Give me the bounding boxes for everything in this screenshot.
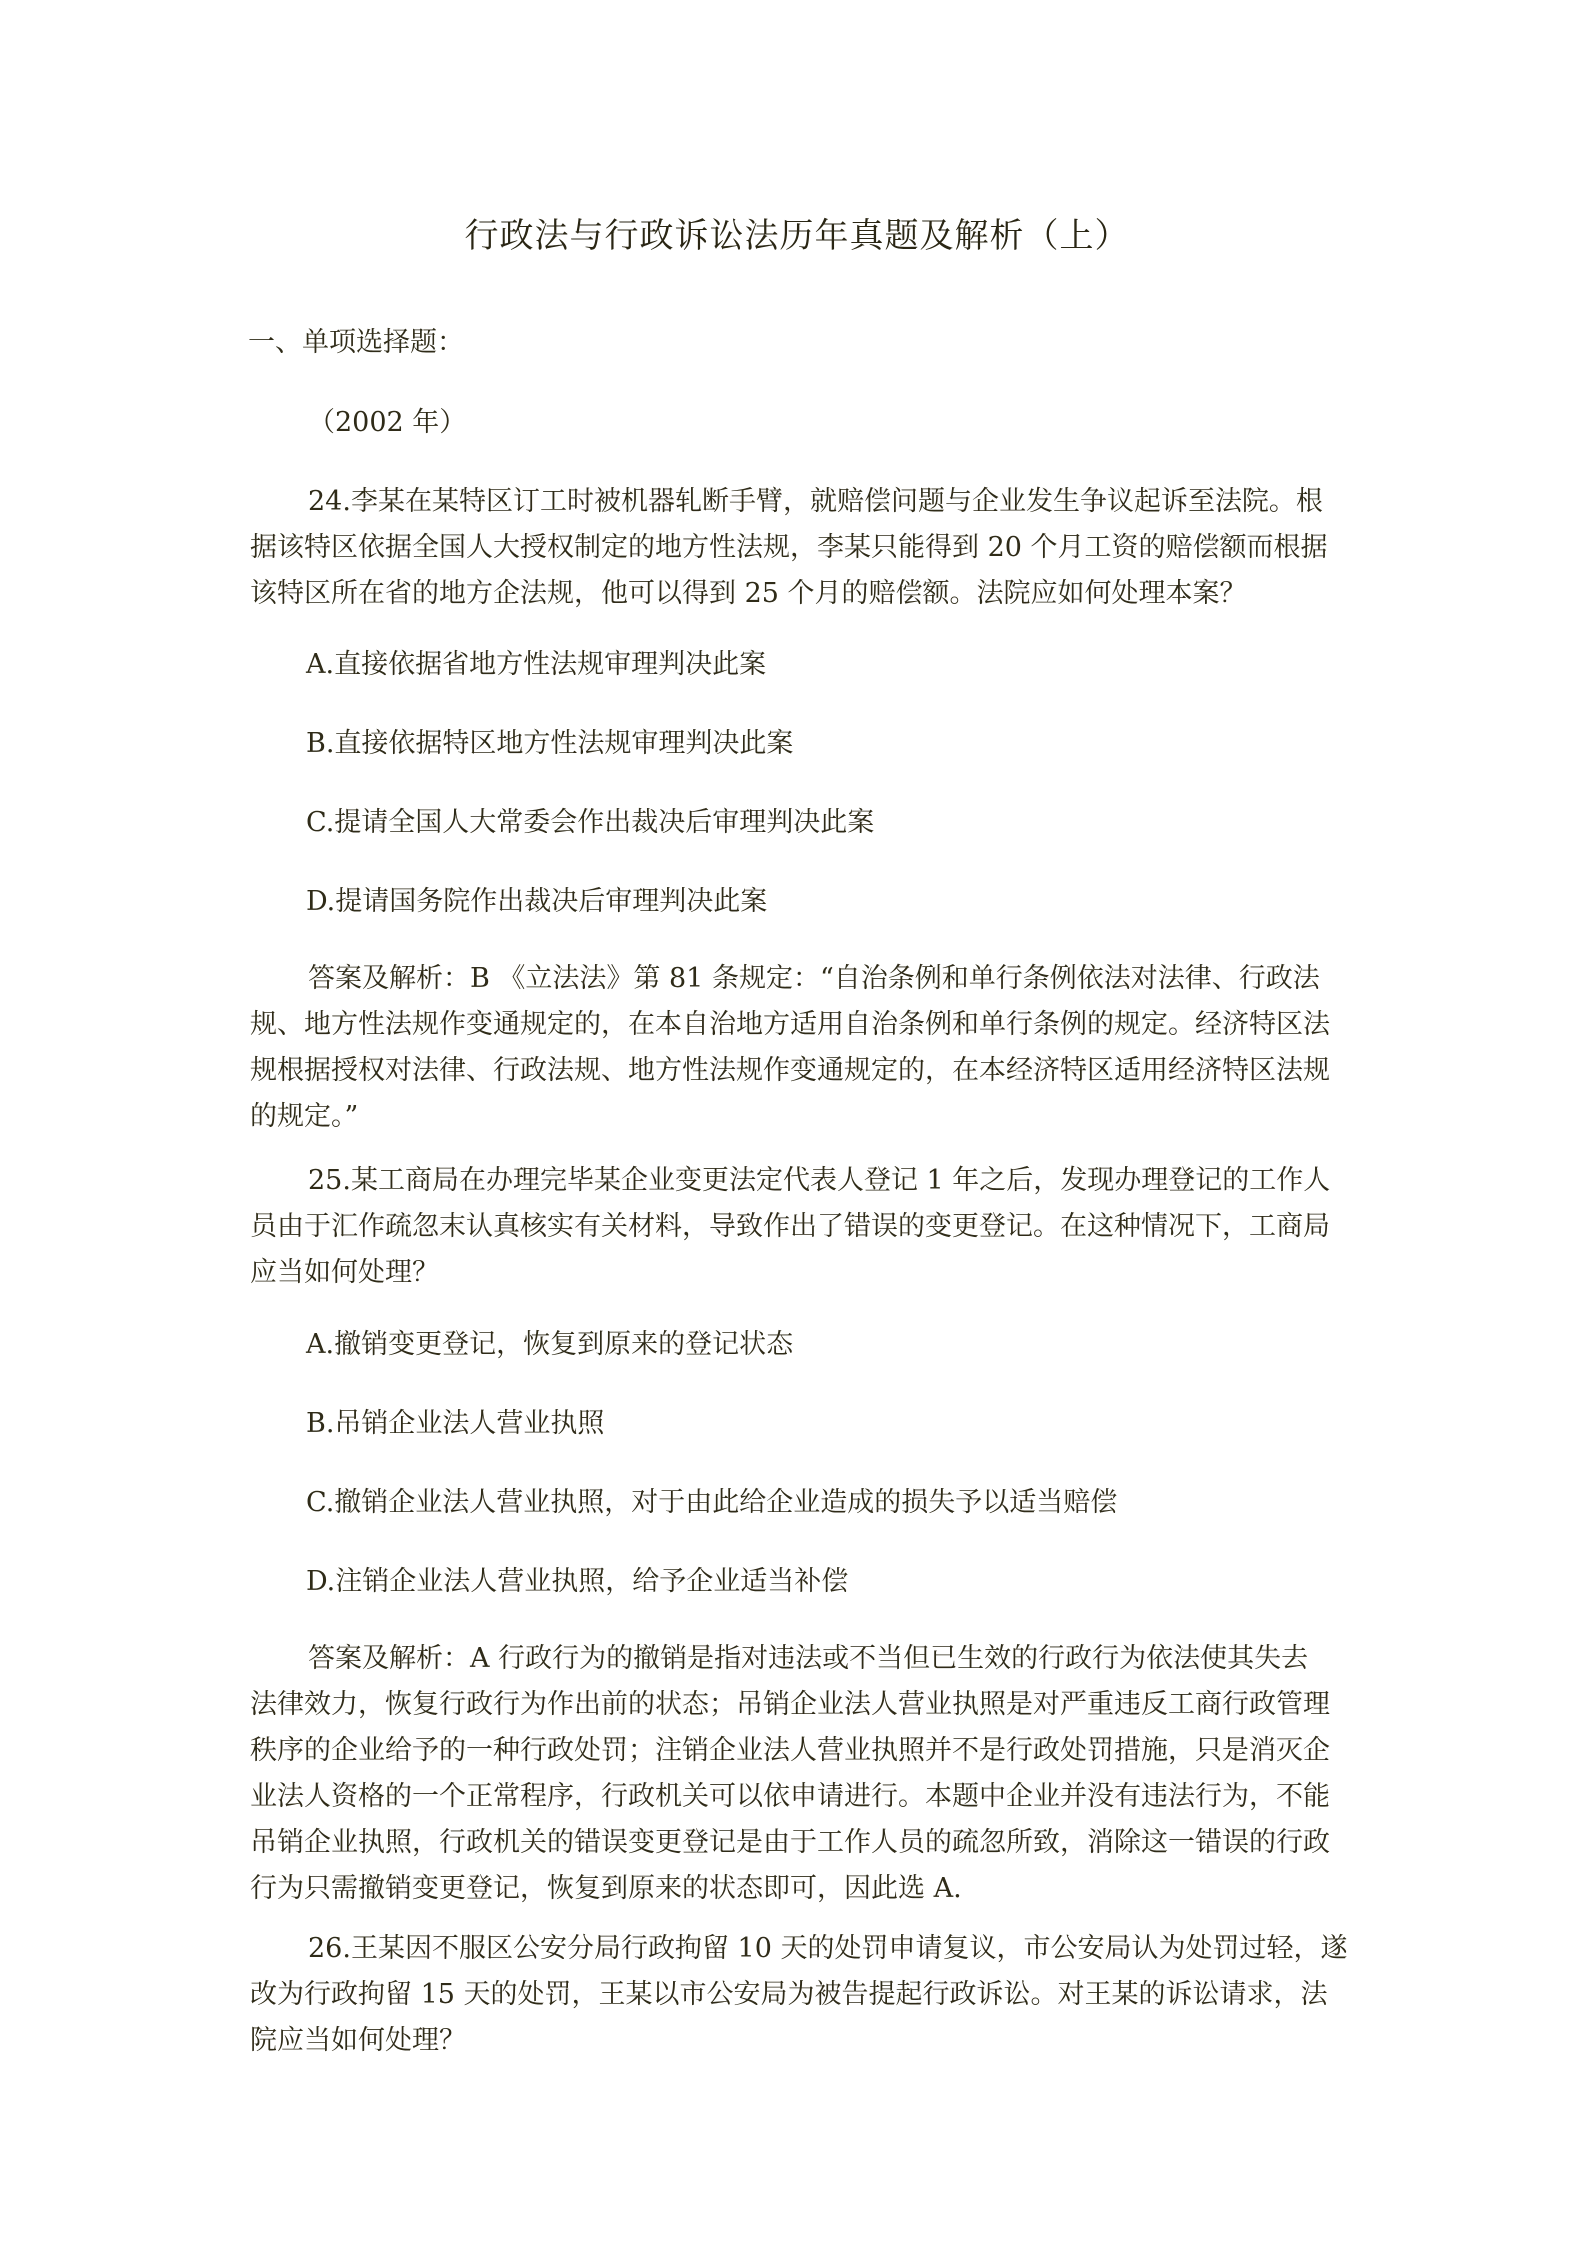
answer-line: 秩序的企业给予的一种行政处罚；注销企业法人营业执照并不是行政处罚措施，只是消灭企	[250, 1735, 1330, 1766]
answer-line: 答案及解析：A 行政行为的撤销是指对违法或不当但已生效的行政行为依法使其失去	[308, 1643, 1309, 1674]
question-24-option-a: A.直接依据省地方性法规审理判决此案	[306, 649, 767, 680]
question-25-answer	[250, 1636, 1360, 1912]
section-heading: 一、单项选择题：	[248, 327, 464, 358]
question-26	[250, 1926, 1360, 2064]
question-25-option-b: B.吊销企业法人营业执照	[306, 1408, 605, 1439]
answer-line: 业法人资格的一个正常程序，行政机关可以依申请进行。本题中企业并没有违法行为，不能	[250, 1781, 1330, 1812]
answer-line: 规根据授权对法律、行政法规、地方性法规作变通规定的，在本经济特区适用经济特区法规	[250, 1055, 1330, 1086]
question-24-line: 据该特区依据全国人大授权制定的地方性法规，李某只能得到 20 个月工资的赔偿额而根据	[250, 532, 1328, 563]
question-24-option-d: D.提请国务院作出裁决后审理判决此案	[306, 886, 768, 917]
question-25-line: 应当如何处理？	[250, 1257, 439, 1288]
question-25-option-c: C.撤销企业法人营业执照，对于由此给企业造成的损失予以适当赔偿	[306, 1487, 1118, 1518]
question-25	[250, 1158, 1360, 1296]
question-24-answer	[250, 956, 1360, 1140]
answer-line: 规、地方性法规作变通规定的，在本自治地方适用自治条例和单行条例的规定。经济特区法	[250, 1009, 1330, 1040]
question-24	[250, 479, 1360, 617]
answer-line: 法律效力，恢复行政行为作出前的状态；吊销企业法人营业执照是对严重违反工商行政管理	[250, 1689, 1330, 1720]
year-heading: （2002 年）	[308, 407, 467, 438]
answer-line: 的规定。”	[250, 1101, 359, 1132]
question-25-option-d: D.注销企业法人营业执照，给予企业适当补偿	[306, 1566, 849, 1597]
question-25-line: 25.某工商局在办理完毕某企业变更法定代表人登记 1 年之后，发现办理登记的工作人	[308, 1165, 1331, 1196]
question-25-line: 员由于汇作疏忽末认真核实有关材料，导致作出了错误的变更登记。在这种情况下，工商局	[250, 1211, 1330, 1242]
question-24-line: 该特区所在省的地方企法规，他可以得到 25 个月的赔偿额。法院应如何处理本案？	[250, 578, 1247, 609]
question-26-line: 改为行政拘留 15 天的处罚，王某以市公安局为被告提起行政诉讼。对王某的诉讼请求，法	[250, 1979, 1328, 2010]
document-title: 行政法与行政诉讼法历年真题及解析（上）	[464, 216, 1130, 256]
question-26-line: 院应当如何处理？	[250, 2025, 466, 2056]
answer-line: 行为只需撤销变更登记，恢复到原来的状态即可，因此选 A.	[250, 1873, 962, 1904]
question-25-option-a: A.撤销变更登记，恢复到原来的登记状态	[306, 1329, 794, 1360]
question-26-line: 26.王某因不服区公安分局行政拘留 10 天的处罚申请复议，市公安局认为处罚过轻，遂	[308, 1933, 1348, 1964]
answer-line: 吊销企业执照，行政机关的错误变更登记是由于工作人员的疏忽所致，消除这一错误的行政	[250, 1827, 1330, 1858]
question-24-option-c: C.提请全国人大常委会作出裁决后审理判决此案	[306, 807, 875, 838]
question-24-line: 24.李某在某特区订工时被机器轧断手臂，就赔偿问题与企业发生争议起诉至法院。根	[308, 486, 1323, 517]
answer-line: 答案及解析：B 《立法法》第 81 条规定：“自治条例和单行条例依法对法律、行政法	[308, 963, 1320, 994]
question-24-option-b: B.直接依据特区地方性法规审理判决此案	[306, 728, 794, 759]
